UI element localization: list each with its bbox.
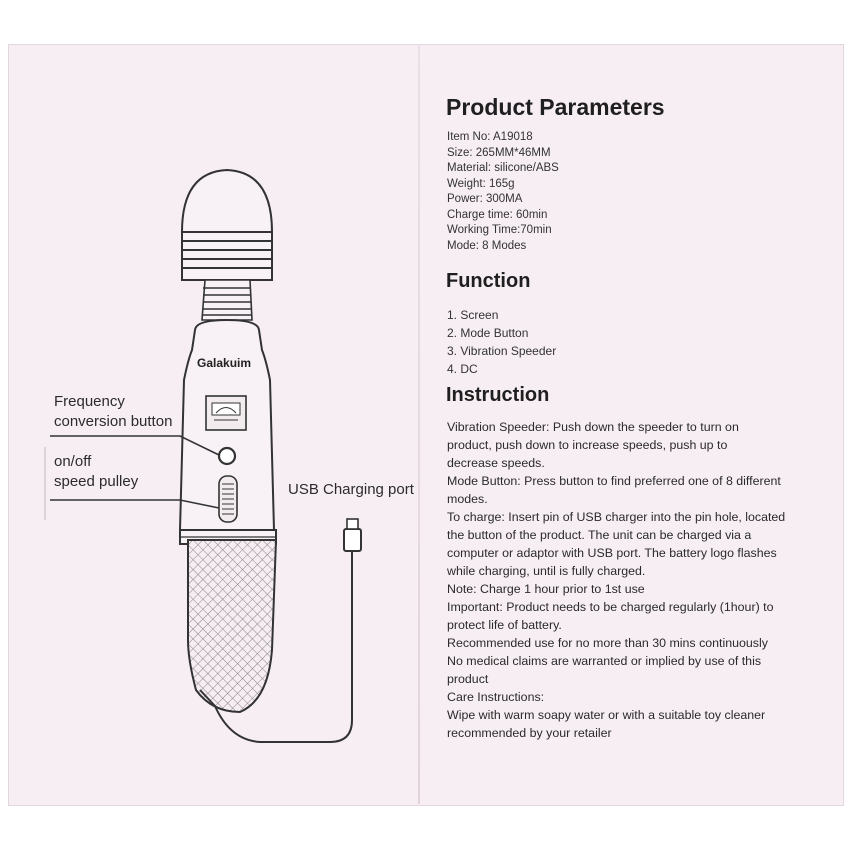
frequency-button-icon [219, 448, 235, 464]
instruction-line: Wipe with warm soapy water or with a suitable toy cleaner [447, 708, 766, 722]
function-item: 4. DC [447, 362, 478, 376]
instruction-line: modes. [447, 492, 488, 506]
parameters-title: Product Parameters [446, 94, 665, 120]
instruction-line: Recommended use for no more than 30 mins continuously [447, 636, 768, 650]
instruction-title: Instruction [446, 384, 550, 406]
function-title: Function [446, 270, 531, 292]
instruction-line: Important: Product needs to be charged regularly (1hour) to [447, 600, 774, 614]
instruction-line: Note: Charge 1 hour prior to 1st use [447, 582, 645, 596]
function-list [447, 306, 556, 378]
wand-head [182, 170, 272, 232]
onoff-label [54, 452, 138, 492]
onoff-label-line2: speed pulley [54, 473, 139, 490]
instruction-line: protect life of battery. [447, 618, 562, 632]
usb-label: USB Charging port [288, 481, 414, 498]
instruction-line: computer or adaptor with USB port. The battery logo flashes [447, 546, 777, 560]
function-item: 1. Screen [447, 308, 499, 322]
instruction-line: Mode Button: Press button to find preferred one of 8 different [447, 474, 781, 488]
parameter-item: Power: 300MA [447, 193, 523, 205]
frequency-label-line1: Frequency [54, 393, 125, 410]
brand-logo: Galakuim [197, 356, 252, 370]
instruction-line: product, push down to increase speeds, push up to [447, 438, 728, 452]
instruction-line: while charging, until is fully charged. [447, 564, 646, 578]
instruction-line: Vibration Speeder: Push down the speeder to turn on [447, 420, 739, 434]
parameter-item: Size: 265MM*46MM [447, 146, 551, 159]
frequency-label-line2: conversion button [54, 413, 173, 430]
instruction-line: recommended by your retailer [447, 726, 612, 740]
usb-plug-icon [344, 529, 361, 551]
instruction-line: the button of the product. The unit can be charged via a [447, 528, 752, 542]
instruction-line: No medical claims are warranted or implied by use of this [447, 654, 762, 668]
head-collar [182, 232, 272, 280]
parameter-item: Material: silicone/ABS [447, 162, 559, 174]
parameter-item: Working Time:70min [447, 224, 552, 236]
instruction-text [447, 418, 785, 742]
instruction-line: product [447, 672, 489, 686]
parameter-item: Weight: 165g [447, 177, 515, 190]
parameter-item: Mode: 8 Modes [447, 239, 527, 252]
frequency-label [54, 392, 172, 432]
neck [202, 280, 252, 320]
function-item: 2. Mode Button [447, 326, 529, 340]
parameters-list [447, 130, 559, 254]
instruction-line: To charge: Insert pin of USB charger into the pin hole, located [447, 510, 786, 524]
parameter-item: Item No: A19018 [447, 131, 533, 143]
function-item: 3. Vibration Speeder [447, 344, 557, 358]
instruction-line: Care Instructions: [447, 690, 545, 704]
parameter-item: Charge time: 60min [447, 208, 548, 221]
instruction-line: decrease speeds. [447, 456, 545, 470]
onoff-label-line1: on/off [54, 453, 92, 470]
